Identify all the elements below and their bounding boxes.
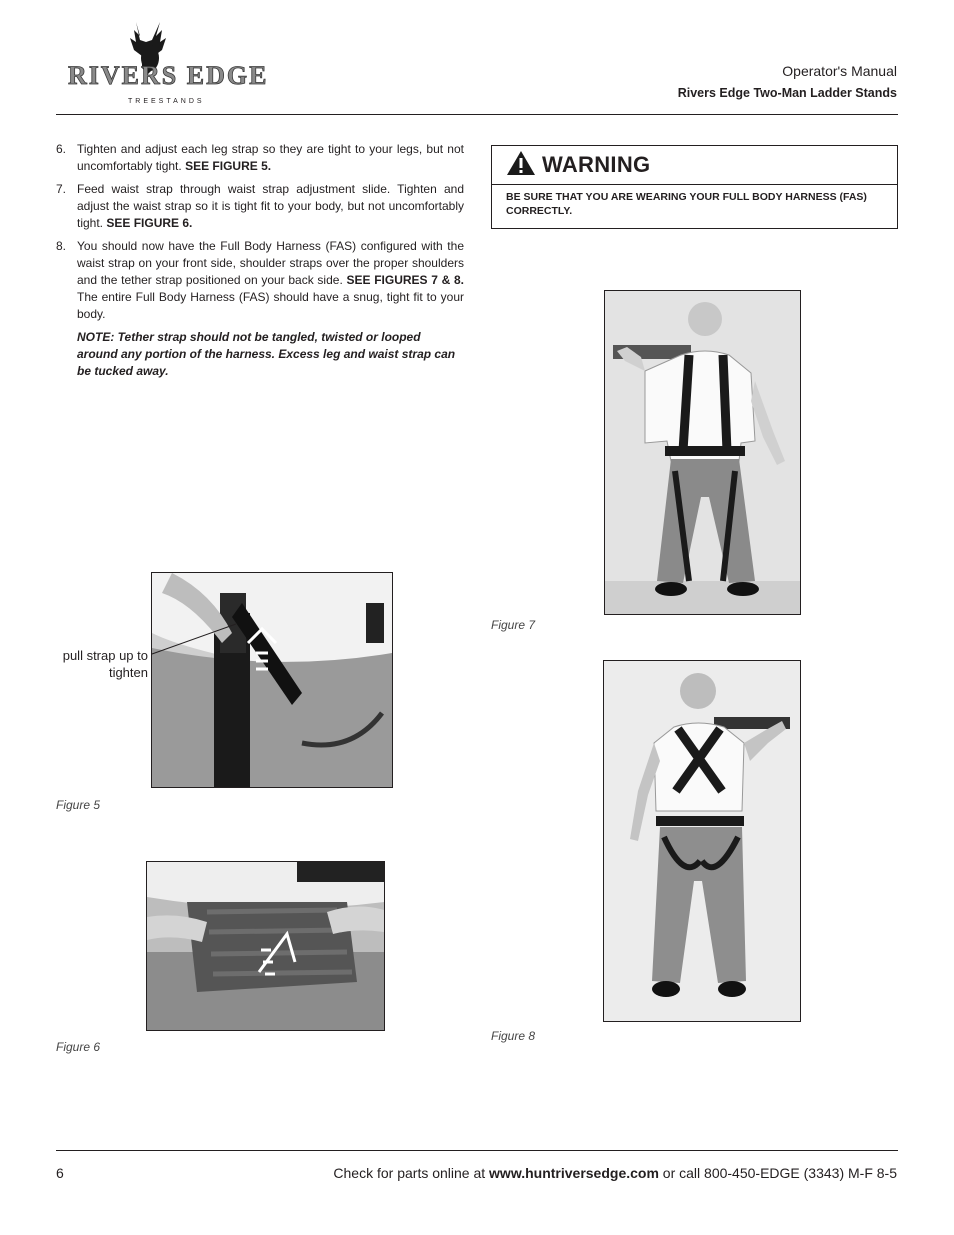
warning-triangle-icon xyxy=(506,150,536,181)
figure-5-photo xyxy=(151,572,393,788)
step-8: 8. You should now have the Full Body Harness (FAS) configured with the waist strap on your front side, shoulder straps over the proper shoulders and the tether strap positioned on your back side. SEE FIGURES 7 & 8. The entire Full Body Harness (FAS) should have a snug, tight fit to your body. xyxy=(56,239,464,321)
callout-leader-line xyxy=(150,620,240,660)
figure-6-caption: Figure 6 xyxy=(56,1040,101,1054)
header-divider xyxy=(56,114,898,115)
figure-8-photo xyxy=(603,660,801,1022)
instruction-steps xyxy=(56,141,464,380)
warning-title: WARNING xyxy=(542,152,651,177)
figure-6-photo xyxy=(146,861,385,1031)
warning-text: BE SURE THAT YOU ARE WEARING YOUR FULL BODY HARNESS (FAS) CORRECTLY. xyxy=(506,191,867,217)
tether-note: NOTE: Tether strap should not be tangled, twisted or looped around any portion of the harness. Excess leg and waist strap can be tucked away. xyxy=(77,330,456,378)
website-link[interactable]: www.huntriversedge.com xyxy=(489,1165,659,1181)
footer-contact: Check for parts online at www.huntriversedge.com or call 800-450-EDGE (3343) M-F 8-5 xyxy=(333,1165,897,1181)
figure-8-caption: Figure 8 xyxy=(491,1029,536,1043)
figure-7-photo xyxy=(604,290,801,615)
figure-5-caption: Figure 5 xyxy=(56,798,101,812)
figure-5-callout: pull strap up to tighten xyxy=(62,648,148,680)
page-number: 6 xyxy=(56,1165,64,1181)
step-6: 6. Tighten and adjust each leg strap so they are tight to your legs, but not uncomfortably tight. SEE FIGURE 5. xyxy=(56,142,464,173)
svg-text:RIVERS EDGE: RIVERS EDGE xyxy=(68,61,269,90)
rivers-edge-logo xyxy=(66,18,269,106)
step-7: 7. Feed waist strap through waist strap adjustment slide. Tighten and adjust the waist strap so it is tight fit to your body, but not uncomfortably tight. SEE FIGURE 6. xyxy=(56,182,464,230)
manual-title: Operator's Manual xyxy=(782,63,897,79)
svg-text:TREESTANDS: TREESTANDS xyxy=(128,98,205,105)
warning-box xyxy=(491,145,898,229)
figure-7-caption: Figure 7 xyxy=(491,618,536,632)
footer-divider xyxy=(56,1150,898,1151)
manual-subtitle: Rivers Edge Two-Man Ladder Stands xyxy=(677,86,897,100)
